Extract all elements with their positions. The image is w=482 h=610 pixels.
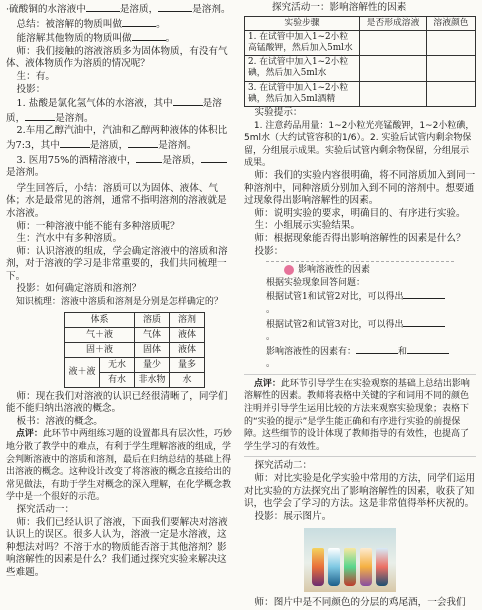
teacher-question-3: 师：根据现象能否得出影响溶解性的因素是什么？ [254, 232, 466, 244]
activity-heading: 探究活动一：影响溶解性的因素 [272, 2, 407, 13]
table-row: 固＋液 固体 液体 [65, 342, 205, 357]
experiment-tips-label: 实验提示： [254, 107, 303, 119]
experiment-table [244, 16, 476, 107]
teacher-remark-7: 师：图片中是不同颜色的分层的鸡尾酒，一会我们 [254, 597, 466, 609]
teacher-question-2: 师：一种溶液中能不能有多种溶质呢？ [16, 220, 180, 232]
activity-2-heading: 探究活动二： [254, 460, 313, 472]
table-row: 液＋液 无水 量少 量多 [65, 357, 205, 372]
solute-solvent-table [64, 312, 205, 388]
right-column [244, 2, 476, 610]
teacher-question-1: 师：我们接触的溶液溶质多为固体物质，有没有气体、液体物质作为溶质的情况呢？ [6, 45, 228, 70]
student-answer-1: 生：有。 [16, 70, 55, 82]
cocktail-photo [304, 528, 396, 592]
box-title: 影响溶液性的因素 [298, 265, 371, 276]
table-row: 2. 在试管中加入1~2小粒碘，然后加入5ml水 [245, 56, 476, 81]
projection-box: 影响溶液性的因素 根据实验现象回答问题： 根据试管1和试管2对比，可以得出。 根据试管2和试管3对比，可以得出。 影响溶液性的因素有： 和。 [266, 261, 454, 371]
comment-1: 点评：此环节中两组练习题的设置都具有层次性，巧妙地分散了教学中的难点，有利于学生理解溶液的组成，学会判断溶液中的溶质和溶剂，最后在归纳总结的基础上得出溶液的概念。这种设计改变了将溶液的概念直接给出的常见做法，有助于学生对概念的深入理解，在化学概念教学中是一个很好的示范。 [6, 429, 232, 503]
table-row: 3. 在试管中加入1~2小粒碘，然后加入5ml酒精 [245, 81, 476, 106]
teacher-remark-2: 师：现在我们对溶液的认识已经很清晰了，同学们能不能归纳出溶液的概念。 [6, 390, 228, 415]
teacher-remark-6: 师：对比实验是化学实验中常用的方法，同学们运用对比实验的方法探究出了影响溶解性的因素，收获了知识，也学会了学习的方法。这是非常值得举杯庆祝的。 [244, 473, 476, 510]
summary-solvent: 能溶解其他物质的物质叫做 。 [16, 33, 176, 45]
exercise-3: 3. 医用75%的酒精溶液中， 是溶质，是溶剂。 [6, 153, 232, 180]
projection-3: 投影： [254, 245, 284, 257]
left-column [6, 2, 232, 580]
board-writing: 板书：溶液的概念。 [16, 415, 103, 427]
projection-1: 投影： [16, 83, 46, 95]
exercise-2: 2.车用乙醇汽油中，汽油和乙醇两种液体的体积比为7:3，其中 是溶质， 是溶剂。 [6, 125, 228, 151]
projection-4: 投影：展示图片。 [254, 510, 332, 522]
comment-2: 点评：此环节引导学生在实验观察的基础上总结出影响溶解性的因素。教师将表格中关键的字和词用不同的颜色注明并引导学生运用比较的方法来观察实验现象；表格下的“实验的提示”是学生能正确和有序进行实验的前提保障。这些细节的设计体现了教师指导的有效性，也提高了学生学习的有效性。 [244, 378, 470, 452]
table-row: 1. 在试管中加入1~2小粒高锰酸钾，然后加入5ml水 [245, 30, 476, 55]
teacher-remark-1: 师：认识溶液的组成，学会确定溶液中的溶质和溶剂，对于溶液的学习是非常重要的，我们共同梳理一下。 [6, 245, 228, 282]
summary-solute: 总结：被溶解的物质叫做 。 [16, 18, 166, 30]
pink-dot-icon [284, 265, 294, 275]
exercise-1: 1. 盐酸是氯化氢气体的水溶液，其中 是溶质， 是溶剂。 [6, 98, 222, 124]
projection-2: 投影：如何确定溶质和溶剂？ [16, 283, 142, 295]
teacher-remark-5: 师：说明实验的要求，明确目的、有序进行实验。 [254, 207, 466, 219]
table-header-row: 实验步骤 是否形成溶液 溶液颜色 [245, 16, 476, 30]
table-row: 气＋液 气体 液体 [65, 327, 205, 342]
line-cuso4: ·硫酸铜的水溶液中 是溶质， 是溶剂。 [6, 4, 231, 15]
table-row: 有水 非水物 水 [65, 372, 205, 387]
student-answer-2: 生：汽水中有多种溶质。 [16, 233, 123, 245]
teacher-remark-4: 师：我们的实验内容很明确，将不同溶质加入到同一种溶剂中，同种溶质分别加入到不同的溶剂中。想要通过现象得出影响溶解性的因素。 [244, 169, 476, 207]
teacher-remark-3: 师：我们已经认识了溶液，下面我们要解决对溶液认识上的误区。很多人认为，溶液一定是水溶液，这种想法对吗？不溶于水的物质能否溶于其他溶剂？影响溶解性的因素是什么？我们通过探究实验来解决这些难题。 [6, 516, 228, 578]
activity-1-heading: 探究活动一： [16, 504, 75, 515]
knowledge-sort: 知识梳理：溶液中溶质和溶剂是分别是怎样确定的？ [15, 297, 223, 308]
table-header-row: 体系 溶质 溶剂 [65, 312, 205, 327]
student-answer-3: 生：小组展示实验结果。 [254, 220, 361, 232]
experiment-tips: 1. 注意药品用量：1~2小粒光亮锰酸钾，1~2小粒碘，5ml水（大约试管容积的1/6）。2. 实验后试管内剩余物保留，分组展示成果。实验后试管内剩余物保留，分组展示成果。 [244, 120, 475, 169]
summary-paragraph: 学生回答后，小结：溶质可以为固体、液体、气体；水是最常见的溶剂，通常不指明溶剂的溶液就是水溶液。 [6, 182, 227, 219]
